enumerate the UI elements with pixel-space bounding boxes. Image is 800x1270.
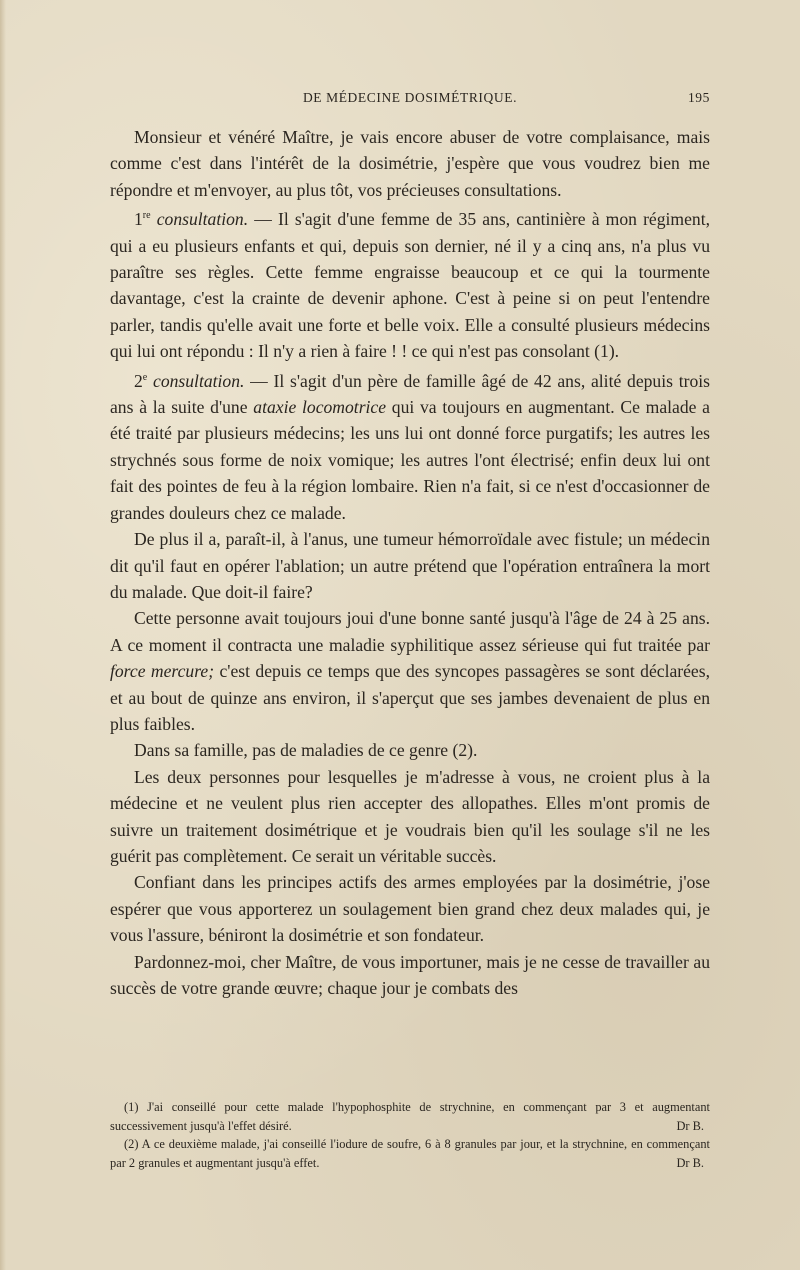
paragraph-request: Les deux personnes pour lesquelles je m'adresse à vous, ne croient plus à la médecine et ne veulent plus rien accepter des allopathes. Elles m'ont promis de suivre un traitement dosimétrique et je voudrais bien qu'il les soulage s'il ne les guérit pas complètement. Ce serait un véritable succès.	[110, 766, 710, 866]
consultation-title: consultation.	[156, 209, 249, 230]
consultation-text: qui va toujours en augmentant. Ce malade a été traité par plusieurs médecins; les uns lui ont donné force purgatifs; les autres les strychnés sous forme de noix vomique; les autres l'ont électrisé; enfin deux lui ont fait des pointes de feu à la région lombaire. Rien n'a fait, si ce n'est d'occasionner de grandes douleurs chez ce malade.	[110, 397, 710, 523]
footnote-1	[110, 1098, 710, 1135]
paragraph-salutation: Monsieur et vénéré Maître, je vais encore abuser de votre complaisance, mais comme c'est dans l'intérêt de la dosimétrie, j'espère que vous voudrez bien me répondre et m'envoyer, au plus tôt, vos précieuses consultations.	[110, 127, 710, 200]
history-text: Cette personne avait toujours joui d'une bonne santé jusqu'à l'âge de 24 à 25 ans. A ce moment il contracta une maladie syphilitique assez sérieuse qui fut traitée par	[110, 608, 710, 655]
paragraph-confidence: Confiant dans les principes actifs des armes employées par la dosimétrie, j'ose espérer que vous apporterez un soulagement bien grand chez deux malades qui, je vous l'assure, béniront la dosimétrie et son fondateur.	[110, 872, 710, 946]
consultation-number: 1	[134, 209, 143, 230]
footnote-2	[110, 1135, 710, 1172]
italic-term: ataxie locomotrice	[253, 397, 387, 418]
footnotes	[110, 1098, 710, 1172]
footnote-signature: Dr B.	[676, 1155, 704, 1170]
consultation-text: — Il s'agit d'une femme de 35 ans, cantinière à mon régiment, qui a eu plusieurs enfants et qui, depuis son dernier, né il y a cinq ans, n'a plus vu paraître ses règles. Cette femme engraisse beaucoup et ce qui la tourmente davantage, c'est la crainte de devenir aphone. C'est à peine si on peut l'entendre parler, tandis qu'elle avait une forte et belle voix. Elle a consulté plusieurs médecins qui lui ont répondu : Il n'y a rien à faire ! ! ce qui n'est pas consolant (1).	[110, 209, 710, 362]
page-edge-shadow	[0, 0, 6, 1270]
paragraph-tumeur: De plus il a, paraît-il, à l'anus, une tumeur hémorroïdale avec fistule; un médecin dit qu'il faut en opérer l'ablation; un autre prétend que l'opération entraînera la mort du malade. Que doit-il faire?	[110, 529, 710, 602]
page-number: 195	[687, 90, 710, 105]
consultation-title: consultation.	[153, 370, 245, 391]
italic-term: force mercure;	[110, 661, 215, 682]
paragraph-second-consultation	[110, 365, 710, 526]
running-title: DE MÉDECINE DOSIMÉTRIQUE.	[302, 90, 518, 105]
consultation-text: — Il s'agit d'un père de famille âgé de 42 ans, alité depuis trois ans à la suite d'une	[110, 370, 710, 418]
paragraph-history	[110, 605, 710, 737]
ordinal-superscript: re	[142, 210, 151, 222]
page-header	[110, 90, 710, 112]
paragraph-first-consultation	[110, 203, 710, 364]
paragraph-closing: Pardonnez-moi, cher Maître, de vous importuner, mais je ne cesse de travailler au succès de votre grande œuvre; chaque jour je combats des	[110, 951, 710, 998]
footnote-text: (2) A ce deuxième malade, j'ai conseillé l'iodure de soufre, 6 à 8 granules par jour, et la strychnine, en commençant par 2 granules et augmentant jusqu'à effet.	[110, 1137, 710, 1170]
ordinal-superscript: e	[142, 371, 148, 383]
consultation-number: 2	[134, 370, 143, 391]
paragraph-family: Dans sa famille, pas de maladies de ce genre (2).	[134, 740, 478, 761]
body-text	[110, 124, 710, 1001]
footnote-signature: Dr B.	[676, 1118, 704, 1133]
footnote-text: (1) J'ai conseillé pour cette malade l'hypophosphite de strychnine, en commençant par 3 et augmentant successivement jusqu'à l'effet désiré.	[110, 1100, 710, 1133]
history-text: c'est depuis ce temps que des syncopes passagères se sont déclarées, et au bout de quinze ans environ, il s'aperçut que ses jambes devenaient de plus en plus faibles.	[110, 661, 710, 734]
